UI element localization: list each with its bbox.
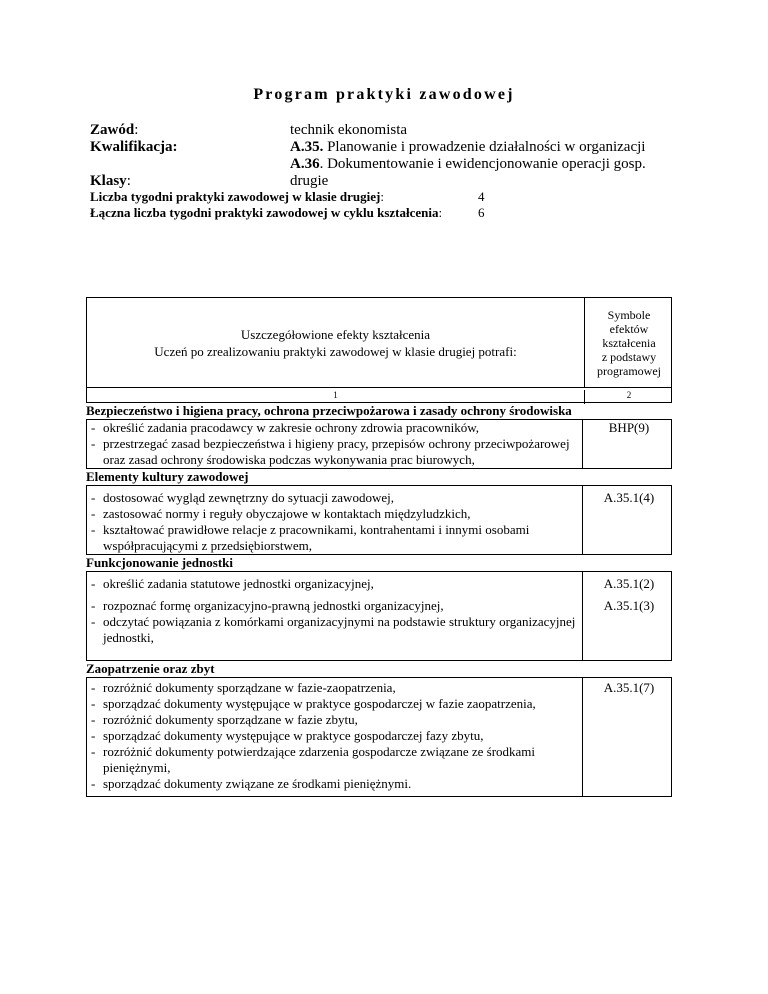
klasy-label: Klasy:: [90, 173, 131, 189]
kwalifikacja-label: Kwalifikacja:: [90, 139, 178, 155]
section-box: [86, 485, 672, 555]
section-title: Elementy kultury zawodowej: [86, 469, 249, 484]
section-box: [86, 419, 672, 469]
section-title: Bezpieczeństwo i higiena pracy, ochrona przeciwpożarowa i zasady ochrony środowiska: [86, 403, 572, 418]
tygodnie-value: 4: [478, 189, 485, 204]
list-item: - sporządzać dokumenty występujące w praktyce gospodarczej fazy zbytu,: [91, 728, 484, 743]
column-number-2: 2: [626, 390, 632, 400]
header-right-line: kształcenia: [602, 335, 656, 350]
section-kultura: [86, 469, 672, 555]
page-title: Program praktyki zawodowej: [253, 86, 515, 103]
kwalifikacja-1: A.35. Planowanie i prowadzenie działalności w organizacji: [290, 139, 646, 155]
header-right: [585, 298, 673, 387]
list-item: - przestrzegać zasad bezpieczeństwa i higieny pracy, przepisów ochrony przeciwpożarowej oraz zasad ochrony środowiska podczas wykonywania prac biurowych,: [91, 436, 570, 467]
list-item: - sporządzać dokumenty związane ze środkami pieniężnymi.: [91, 776, 412, 791]
laczna-label: Łączna liczba tygodni praktyki zawodowej w cyklu kształcenia:: [90, 205, 443, 220]
section-funkcjonowanie: [86, 555, 672, 661]
code-label: A.35.1(2): [603, 576, 655, 591]
column-number-1: 1: [87, 390, 585, 404]
table-header: [86, 297, 672, 387]
section-box: [86, 677, 672, 797]
list-item: - dostosować wygląd zewnętrzny do sytuacji zawodowej,: [91, 490, 394, 505]
header-left-title: Uszczegółowione efekty kształcenia: [240, 326, 431, 342]
list-item: - rozróżnić dokumenty sporządzane w fazie-zaopatrzenia,: [91, 680, 396, 695]
tygodnie-label: Liczba tygodni praktyki zawodowej w klasie drugiej:: [90, 189, 384, 204]
code-label: A.35.1(7): [603, 680, 655, 695]
list-item: - określić zadania pracodawcy w zakresie ochrony zdrowia pracowników,: [91, 420, 479, 435]
list-item: - odczytać powiązania z komórkami organizacyjnymi na podstawie struktury organizacyjnej jednostki,: [91, 614, 576, 645]
list-item: - sporządzać dokumenty występujące w praktyce gospodarczej w fazie zaopatrzenia,: [91, 696, 536, 711]
kwalifikacja-2: A.36. Dokumentowanie i ewidencjonowanie operacji gosp.: [290, 156, 646, 172]
list-item: - określić zadania statutowe jednostki organizacyjnej,: [91, 576, 374, 591]
header-left-subtitle: Uczeń po zrealizowaniu praktyki zawodowej w klasie drugiej potrafi:: [154, 343, 517, 359]
list-item: - kształtować prawidłowe relacje z pracownikami, kontrahentami i innymi osobami współpracującymi z przedsiębiorstwem,: [91, 522, 530, 553]
header-right-line: Symbole: [607, 307, 651, 322]
code-label: A.35.1(4): [603, 490, 655, 505]
list-item: - rozpoznać formę organizacyjno-prawną jednostki organizacyjnej,: [91, 598, 444, 613]
code-label: A.35.1(3): [603, 598, 655, 613]
column-numbers: [86, 387, 672, 403]
section-zaopatrzenie: [86, 661, 672, 797]
code-label: BHP(9): [608, 420, 650, 435]
section-bhp: [86, 403, 672, 469]
zawod-label: Zawód:: [90, 122, 139, 138]
section-title: Funkcjonowanie jednostki: [86, 555, 233, 570]
header-left: [87, 298, 585, 387]
list-item: - rozróżnić dokumenty potwierdzające zdarzenia gospodarcze związane ze środkami pieniężnymi,: [91, 744, 536, 775]
header-right-line: programowej: [597, 363, 661, 378]
section-box: [86, 571, 672, 661]
header-right-line: z podstawy: [601, 349, 657, 364]
list-item: - rozróżnić dokumenty sporządzane w fazie zbytu,: [91, 712, 358, 727]
list-item: - zastosować normy i reguły obyczajowe w kontaktach międzyludzkich,: [91, 506, 471, 521]
section-title: Zaopatrzenie oraz zbyt: [86, 661, 215, 676]
header-right-line: efektów: [609, 321, 649, 336]
zawod-value: technik ekonomista: [290, 122, 408, 138]
laczna-value: 6: [478, 205, 485, 220]
klasy-value: drugie: [290, 173, 329, 189]
efekty-table: [86, 297, 672, 797]
